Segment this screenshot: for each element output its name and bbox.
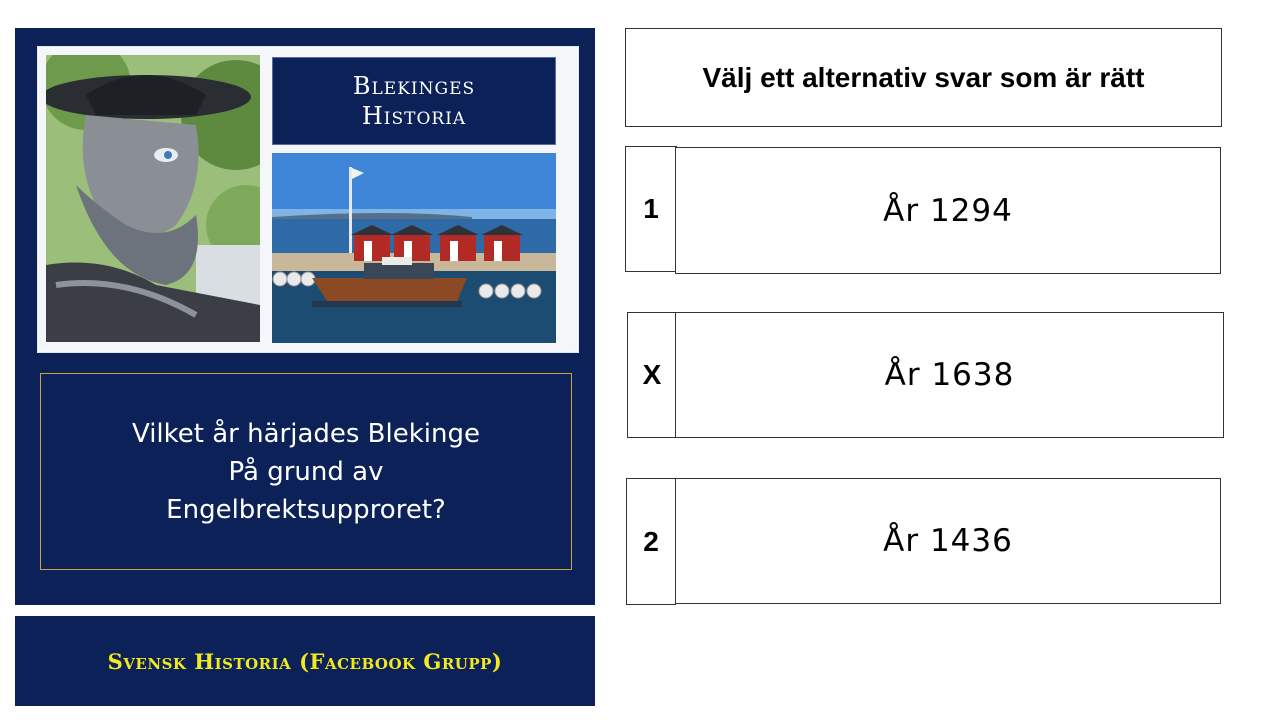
footer-bar [15, 616, 595, 706]
question-box [40, 373, 572, 570]
title-card-text: Blekinges Historia [352, 72, 476, 130]
question-text: Vilket år härjades Blekinge På grund av Engelbrektsupproret? [131, 418, 481, 525]
harbor-photo [272, 153, 556, 343]
option-key-1[interactable]: 1 [625, 146, 677, 272]
question-panel [15, 28, 595, 605]
instruction-text: Välj ett alternativ svar som är rätt [702, 61, 1145, 93]
option-answer-x[interactable]: År 1638 [675, 312, 1224, 438]
title-card [272, 57, 556, 145]
footer-text: Svensk Historia (Facebook Grupp) [107, 648, 503, 674]
option-answer-2[interactable]: År 1436 [675, 478, 1221, 604]
option-key-x[interactable]: X [627, 312, 677, 438]
instruction-box [625, 28, 1222, 127]
statue-photo [46, 55, 260, 342]
photo-collage [37, 46, 579, 353]
option-key-2[interactable]: 2 [626, 478, 676, 605]
option-answer-1[interactable]: År 1294 [675, 147, 1221, 274]
